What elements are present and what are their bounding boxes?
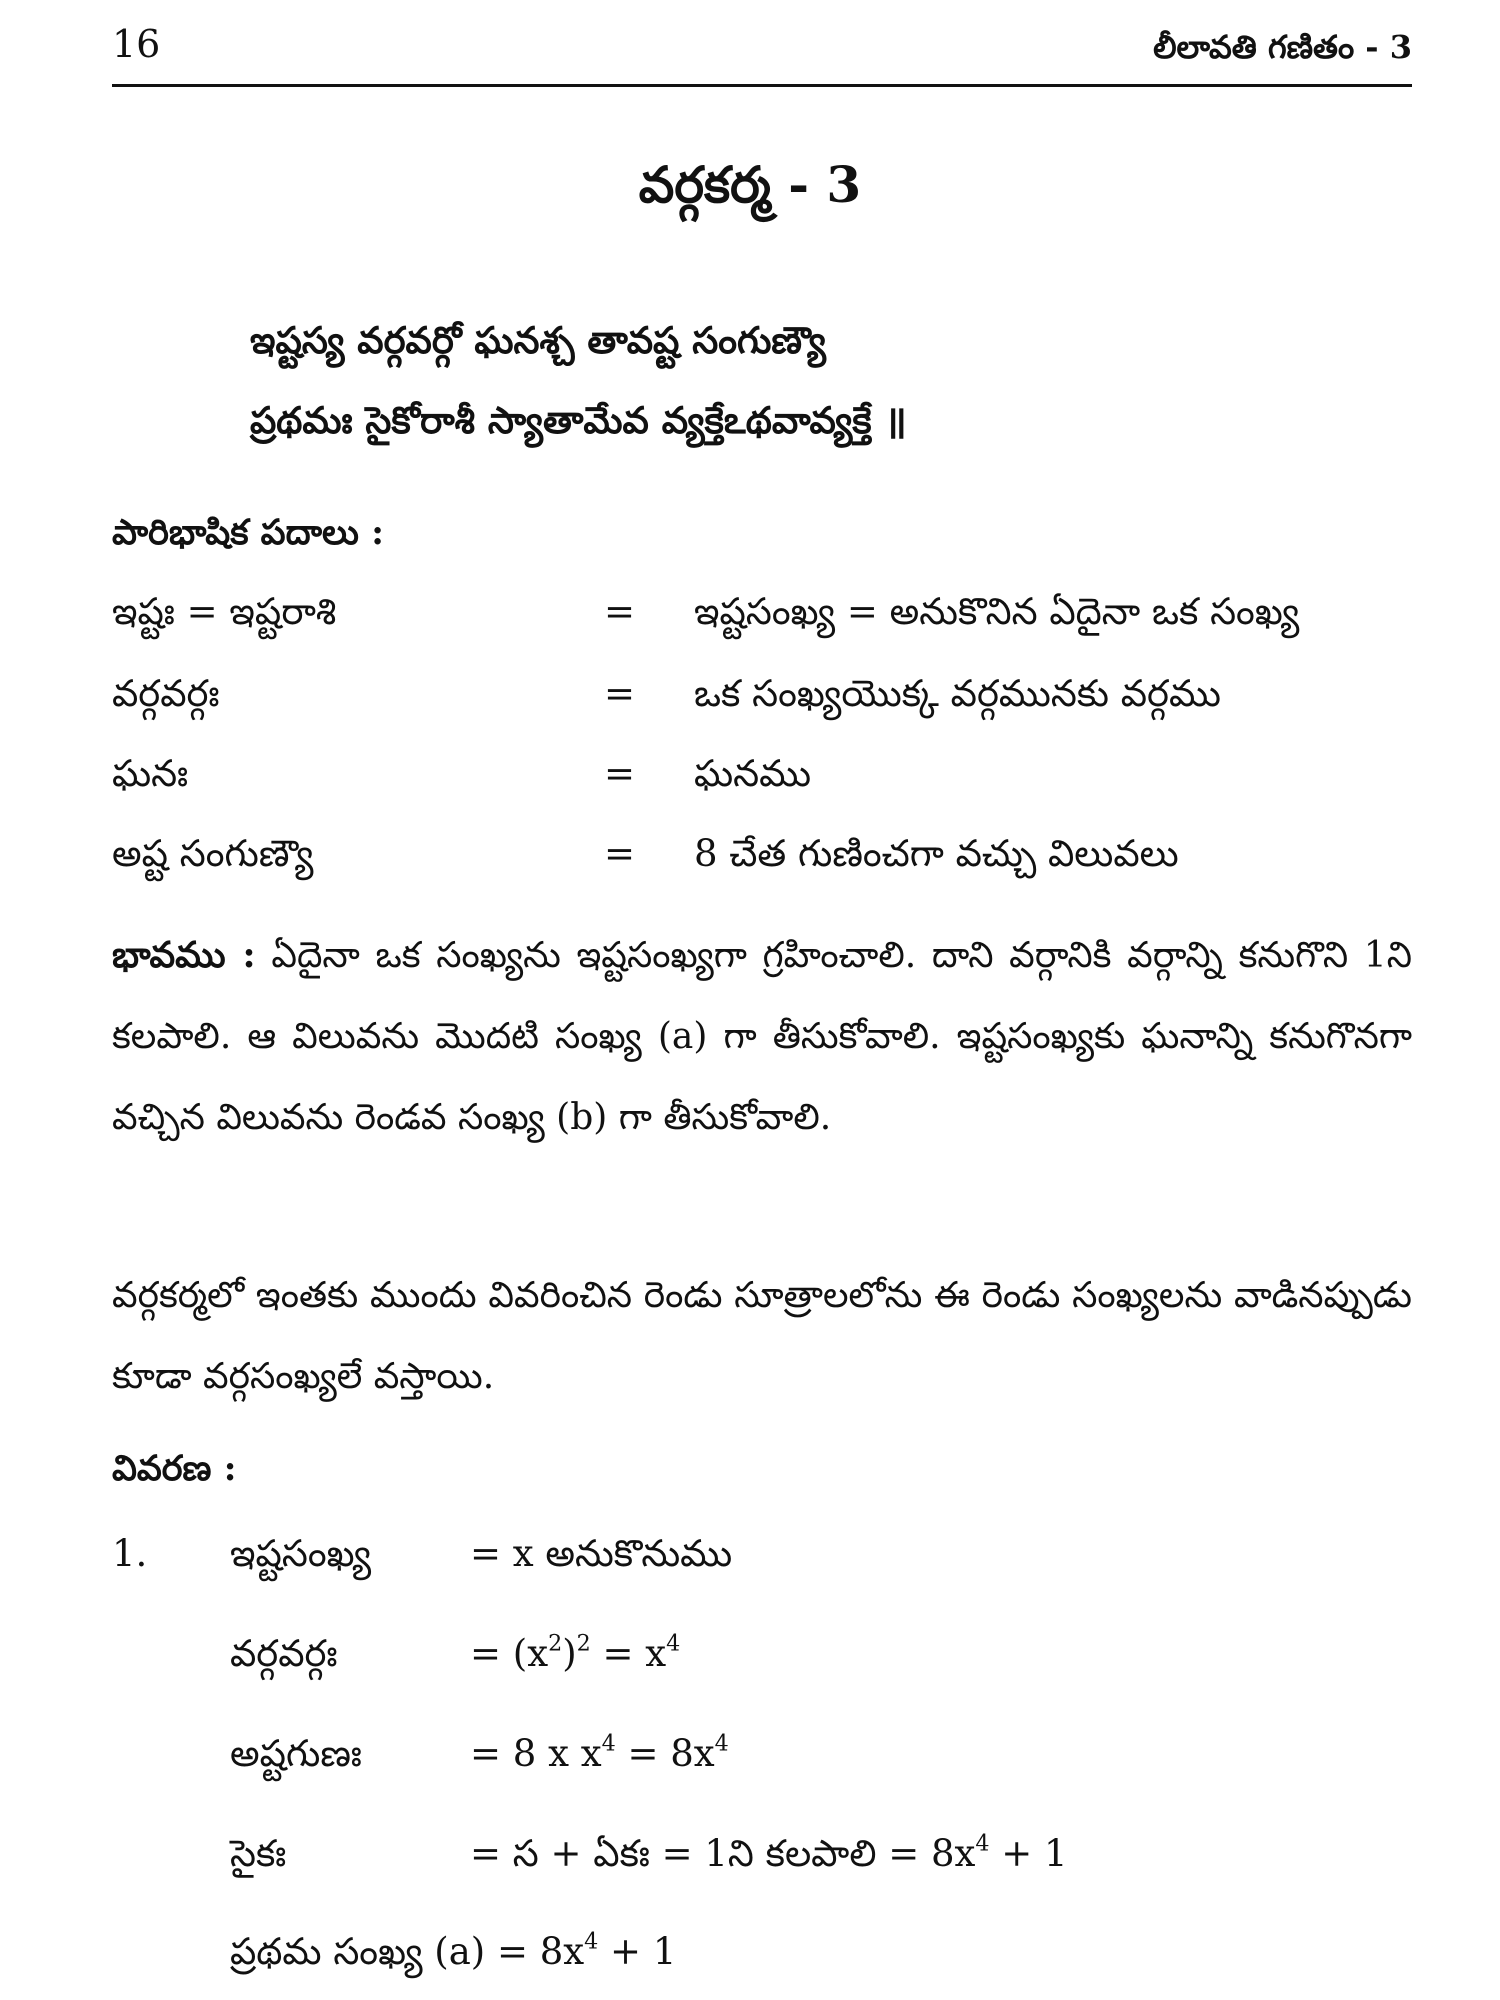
- calc-row: [112, 1632, 1412, 1692]
- sanskrit-verse: [250, 300, 907, 460]
- bhavamu-text: ఏదైనా ఒక సంఖ్యను ఇష్టసంఖ్యగా గ్రహించాలి. దాని వర్గానికి వర్గాన్ని కనుగొని 1ని కలపాలి. ఆ విలువను మొదటి సంఖ్య (a) గా తీసుకోవాలి. ఇష్టసంఖ్యకు ఘనాన్ని కనుగొనగా వచ్చిన విలువను రెండవ సంఖ్య (b) గా తీసుకోవాలి.: [112, 935, 1412, 1138]
- calc-row: [112, 1732, 1412, 1792]
- term-row: [112, 672, 1412, 732]
- term-name: వర్గవర్గః: [112, 672, 220, 715]
- calc-label: అష్టగుణః: [230, 1732, 362, 1775]
- exponent: 4: [666, 1630, 681, 1657]
- expr-part: + 1: [989, 1832, 1068, 1875]
- bhavamu-paragraph: [112, 915, 1412, 1158]
- calc-label: వర్గవర్గః: [230, 1632, 338, 1675]
- term-name: అష్ట సంగుణ్యౌ: [112, 832, 314, 875]
- exponent: 2: [576, 1630, 591, 1657]
- vivarana-heading: వివరణ :: [112, 1448, 237, 1489]
- expr-part: = (x: [470, 1632, 549, 1675]
- expr-part: = స + ఏకః = 1ని కలపాలి = 8x: [470, 1832, 976, 1875]
- expr-part: = x: [590, 1632, 667, 1675]
- calc-row: [112, 1532, 1412, 1592]
- exponent: 4: [601, 1730, 616, 1757]
- chapter-title: వర్గకర్మ - 3: [638, 155, 862, 214]
- term-definition: ఇష్టసంఖ్య = అనుకొనిన ఏదైనా ఒక సంఖ్య: [694, 590, 1300, 633]
- calc-label: సైకః: [230, 1832, 287, 1875]
- calc-value: [470, 1732, 729, 1775]
- term-name: ఇష్టః = ఇష్టరాశి: [112, 590, 337, 633]
- equals-sign: =: [604, 590, 636, 633]
- exponent: 2: [548, 1630, 563, 1657]
- page-header: [112, 22, 1412, 87]
- equals-sign: =: [604, 672, 636, 715]
- term-row: [112, 752, 1412, 812]
- term-name: ఘనః: [112, 752, 189, 795]
- expr-part: = 8x: [615, 1732, 715, 1775]
- paragraph-2: వర్గకర్మలో ఇంతకు ముందు వివరించిన రెండు సూత్రాలలోను ఈ రెండు సంఖ్యలను వాడినప్పుడు కూడా వర్గసంఖ్యలే వస్తాయి.: [112, 1275, 1412, 1397]
- term-row: [112, 832, 1412, 892]
- term-row: [112, 590, 1412, 650]
- equals-sign: =: [604, 752, 636, 795]
- term-definition: 8 చేత గుణించగా వచ్చు విలువలు: [694, 832, 1179, 875]
- exponent: 4: [714, 1730, 729, 1757]
- item-number: 1.: [112, 1532, 148, 1575]
- equals-sign: =: [604, 832, 636, 875]
- first-number-result: [230, 1930, 676, 1982]
- exponent: 4: [584, 1928, 599, 1955]
- bhavamu-label: భావము :: [112, 934, 256, 976]
- expr-part: + 1: [598, 1930, 677, 1973]
- running-title: లీలావతి గణితం - 3: [1153, 28, 1412, 66]
- calc-value: = x అనుకొనుము: [470, 1532, 733, 1575]
- page-number: 16: [112, 22, 161, 66]
- verse-line-2: ప్రథమః సైకోరాశీ స్యాతామేవ వ్యక్తేఽథవావ్యక్తే ॥: [250, 398, 907, 442]
- calc-row: [112, 1832, 1412, 1892]
- calc-value: [470, 1632, 680, 1675]
- exponent: 4: [975, 1830, 990, 1857]
- expr-part: ): [562, 1632, 577, 1675]
- verse-line-1: ఇష్టస్య వర్గవర్గో ఘనశ్చ తావష్ట సంగుణ్యౌ: [250, 318, 826, 362]
- term-definition: ఘనము: [694, 752, 812, 795]
- expr-part: = 8 x x: [470, 1732, 602, 1775]
- term-definition: ఒక సంఖ్యయొక్క వర్గమునకు వర్గము: [694, 672, 1221, 715]
- expr-part: ప్రథమ సంఖ్య (a) = 8x: [230, 1930, 585, 1973]
- terms-heading: పారిభాషిక పదాలు :: [112, 512, 385, 553]
- calc-label: ఇష్టసంఖ్య: [230, 1532, 372, 1575]
- calc-row: [112, 1930, 1412, 1990]
- calc-value: [470, 1832, 1068, 1884]
